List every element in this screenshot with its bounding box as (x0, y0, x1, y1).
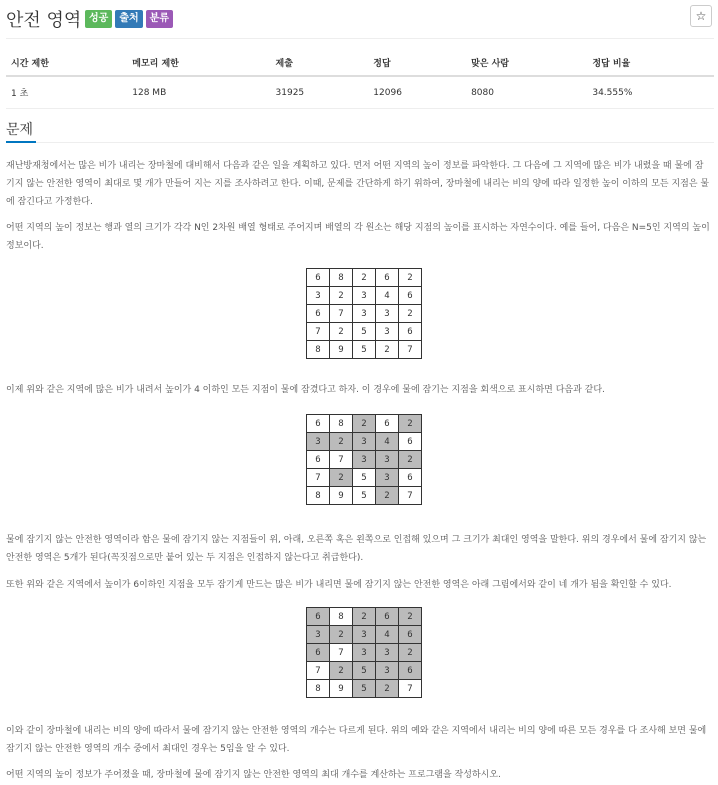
grid-row (307, 269, 422, 287)
grid-cell: 2 (330, 323, 353, 341)
value-submissions: 31925 (271, 76, 369, 109)
grid-cell: 3 (376, 469, 399, 487)
grid-cell: 2 (399, 269, 422, 287)
badge-group (85, 10, 173, 28)
header-memory-limit: 메모리 제한 (127, 50, 270, 76)
grid-cell: 3 (376, 644, 399, 662)
grid-cell: 4 (376, 626, 399, 644)
grid-cell: 2 (376, 680, 399, 698)
grid-cell: 6 (307, 608, 330, 626)
grid-cell: 3 (353, 626, 376, 644)
grid-cell: 9 (330, 487, 353, 505)
header-ratio: 정답 비율 (587, 50, 714, 76)
grid-cell: 2 (353, 415, 376, 433)
grid-cell: 6 (307, 415, 330, 433)
info-header-row (6, 50, 714, 76)
grid-cell: 7 (307, 323, 330, 341)
grid-cell: 3 (376, 305, 399, 323)
grid-cell: 5 (353, 487, 376, 505)
divider (6, 38, 714, 39)
paragraph-7: 어떤 지역의 높이 정보가 주어졌을 때, 장마철에 물에 잠기지 않는 안전한 영역의 최대 개수를 계산하는 프로그램을 작성하시오. (6, 770, 501, 780)
grid-cell: 3 (353, 644, 376, 662)
grid-cell: 7 (307, 662, 330, 680)
grid-cell: 6 (399, 662, 422, 680)
paragraph-1: 재난방재청에서는 많은 비가 내리는 장마철에 대비해서 다음과 같은 일을 계획하고 있다. 먼저 어떤 지역의 높이 정보를 파악한다. 그 다음에 그 지역에 많은 비가 내렸을 때 물에 잠기지 않는 안전한 영역이 최대로 몇 개가 만들어 지는 지를 조사하려고 한다. 이때, 문제를 간단하게 하기 위하여, 장마철에 내리는 비의 양에 따라 일정한 높이 이하의 모든 지점은 물에 잠긴다고 가정한다. (6, 161, 710, 207)
grid-cell: 6 (399, 626, 422, 644)
grid-row (307, 644, 422, 662)
value-time-limit: 1 초 (6, 76, 127, 109)
height-grid-rain-4 (306, 414, 422, 505)
grid-cell: 7 (399, 341, 422, 359)
grid-row (307, 608, 422, 626)
paragraph-5: 또한 위와 같은 지역에서 높이가 6이하인 지점을 모두 잠기게 만드는 많은 비가 내리면 물에 잠기지 않는 안전한 영역은 아래 그림에서와 같이 네 개가 됨을 확인할 수 있다. (6, 580, 672, 590)
grid-cell: 6 (399, 433, 422, 451)
problem-header (6, 4, 714, 34)
grid-row (307, 662, 422, 680)
section-divider (6, 142, 714, 143)
grid-cell: 6 (399, 287, 422, 305)
height-grid-original (306, 268, 422, 359)
grid-row (307, 305, 422, 323)
grid-cell: 3 (376, 662, 399, 680)
grid-cell: 7 (330, 644, 353, 662)
grid-cell: 6 (307, 644, 330, 662)
grid-cell: 7 (330, 305, 353, 323)
section-title: 문제 (6, 122, 34, 138)
grid-cell: 2 (330, 662, 353, 680)
grid-cell: 2 (399, 415, 422, 433)
header-solvers: 맞은 사람 (466, 50, 587, 76)
grid-cell: 6 (307, 305, 330, 323)
grid-row (307, 341, 422, 359)
grid-cell: 2 (399, 451, 422, 469)
grid-cell: 2 (330, 433, 353, 451)
grid-cell: 3 (307, 433, 330, 451)
grid-cell: 8 (330, 415, 353, 433)
grid-cell: 6 (399, 323, 422, 341)
grid-cell: 6 (376, 608, 399, 626)
grid-row (307, 469, 422, 487)
paragraph-6: 이와 같이 장마철에 내리는 비의 양에 따라서 물에 잠기지 않는 안전한 영역의 개수는 다르게 된다. 위의 예와 같은 지역에서 내리는 비의 양에 따른 모든 경우를 다 조사해 보면 물에 잠기지 않는 안전한 영역의 개수 중에서 최대인 경우는 5임을 알 수 있다. (6, 726, 707, 754)
grid-cell: 6 (399, 469, 422, 487)
grid-cell: 8 (330, 269, 353, 287)
value-memory-limit: 128 MB (127, 76, 270, 109)
grid-cell: 2 (353, 608, 376, 626)
grid-row (307, 680, 422, 698)
grid-cell: 5 (353, 469, 376, 487)
grid-cell: 2 (376, 487, 399, 505)
grid-cell: 3 (376, 451, 399, 469)
info-table (6, 50, 714, 109)
grid-cell: 4 (376, 433, 399, 451)
grid-cell: 6 (307, 269, 330, 287)
section-underline (6, 141, 36, 143)
grid-cell: 2 (399, 305, 422, 323)
grid-row (307, 287, 422, 305)
header-accepted: 정답 (368, 50, 466, 76)
grid-row (307, 487, 422, 505)
grid-cell: 8 (307, 487, 330, 505)
category-badge[interactable]: 분류 (146, 10, 173, 28)
grid-cell: 5 (353, 323, 376, 341)
grid-cell: 9 (330, 341, 353, 359)
grid-cell: 2 (330, 469, 353, 487)
grid-cell: 2 (330, 626, 353, 644)
grid-cell: 3 (353, 451, 376, 469)
grid-cell: 5 (353, 341, 376, 359)
success-badge[interactable]: 성공 (85, 10, 112, 28)
grid-cell: 3 (307, 287, 330, 305)
grid-cell: 5 (353, 662, 376, 680)
grid-cell: 3 (307, 626, 330, 644)
grid-cell: 3 (376, 323, 399, 341)
grid-cell: 2 (353, 269, 376, 287)
grid-cell: 3 (353, 305, 376, 323)
value-solvers: 8080 (466, 76, 587, 109)
height-grid-rain-6 (306, 607, 422, 698)
paragraph-2: 어떤 지역의 높이 정보는 행과 열의 크기가 각각 N인 2차원 배열 형태로 주어지며 배열의 각 원소는 해당 지점의 높이를 표시하는 자연수이다. 예를 들어, 다음은 N=5인 지역의 높이 정보이다. (6, 223, 710, 251)
grid-row (307, 433, 422, 451)
grid-cell: 7 (399, 487, 422, 505)
value-ratio: 34.555% (587, 76, 714, 109)
grid-cell: 7 (330, 451, 353, 469)
grid-cell: 7 (307, 469, 330, 487)
page-title: 안전 영역 (6, 10, 82, 31)
value-accepted: 12096 (368, 76, 466, 109)
grid-row (307, 451, 422, 469)
star-icon[interactable]: ☆ (690, 5, 712, 27)
grid-cell: 2 (399, 644, 422, 662)
grid-cell: 7 (399, 680, 422, 698)
header-time-limit: 시간 제한 (6, 50, 127, 76)
grid-cell: 4 (376, 287, 399, 305)
info-value-row (6, 76, 714, 109)
grid-row (307, 415, 422, 433)
grid-cell: 5 (353, 680, 376, 698)
grid-row (307, 626, 422, 644)
grid-cell: 8 (307, 680, 330, 698)
grid-cell: 2 (376, 341, 399, 359)
grid-cell: 9 (330, 680, 353, 698)
grid-cell: 3 (353, 287, 376, 305)
paragraph-4: 물에 잠기지 않는 안전한 영역이라 함은 물에 잠기지 않는 지점들이 위, 아래, 오른쪽 혹은 왼쪽으로 인접해 있으며 그 크기가 최대인 영역을 말한다. 위의 경우에서 물에 잠기지 않는 안전한 영역은 5개가 된다(꼭짓점으로만 붙어 있는 두 지점은 인접하지 않는다고 취급한다). (6, 535, 707, 563)
source-badge[interactable]: 출처 (115, 10, 142, 28)
grid-cell: 6 (376, 415, 399, 433)
grid-cell: 6 (307, 451, 330, 469)
grid-cell: 2 (399, 608, 422, 626)
paragraph-3: 이제 위와 같은 지역에 많은 비가 내려서 높이가 4 이하인 모든 지점이 물에 잠겼다고 하자. 이 경우에 물에 잠기는 지점을 회색으로 표시하면 다음과 같다. (6, 385, 605, 395)
grid-cell: 3 (353, 433, 376, 451)
grid-row (307, 323, 422, 341)
grid-cell: 6 (376, 269, 399, 287)
header-submissions: 제출 (271, 50, 369, 76)
grid-cell: 2 (330, 287, 353, 305)
grid-cell: 8 (307, 341, 330, 359)
grid-cell: 8 (330, 608, 353, 626)
